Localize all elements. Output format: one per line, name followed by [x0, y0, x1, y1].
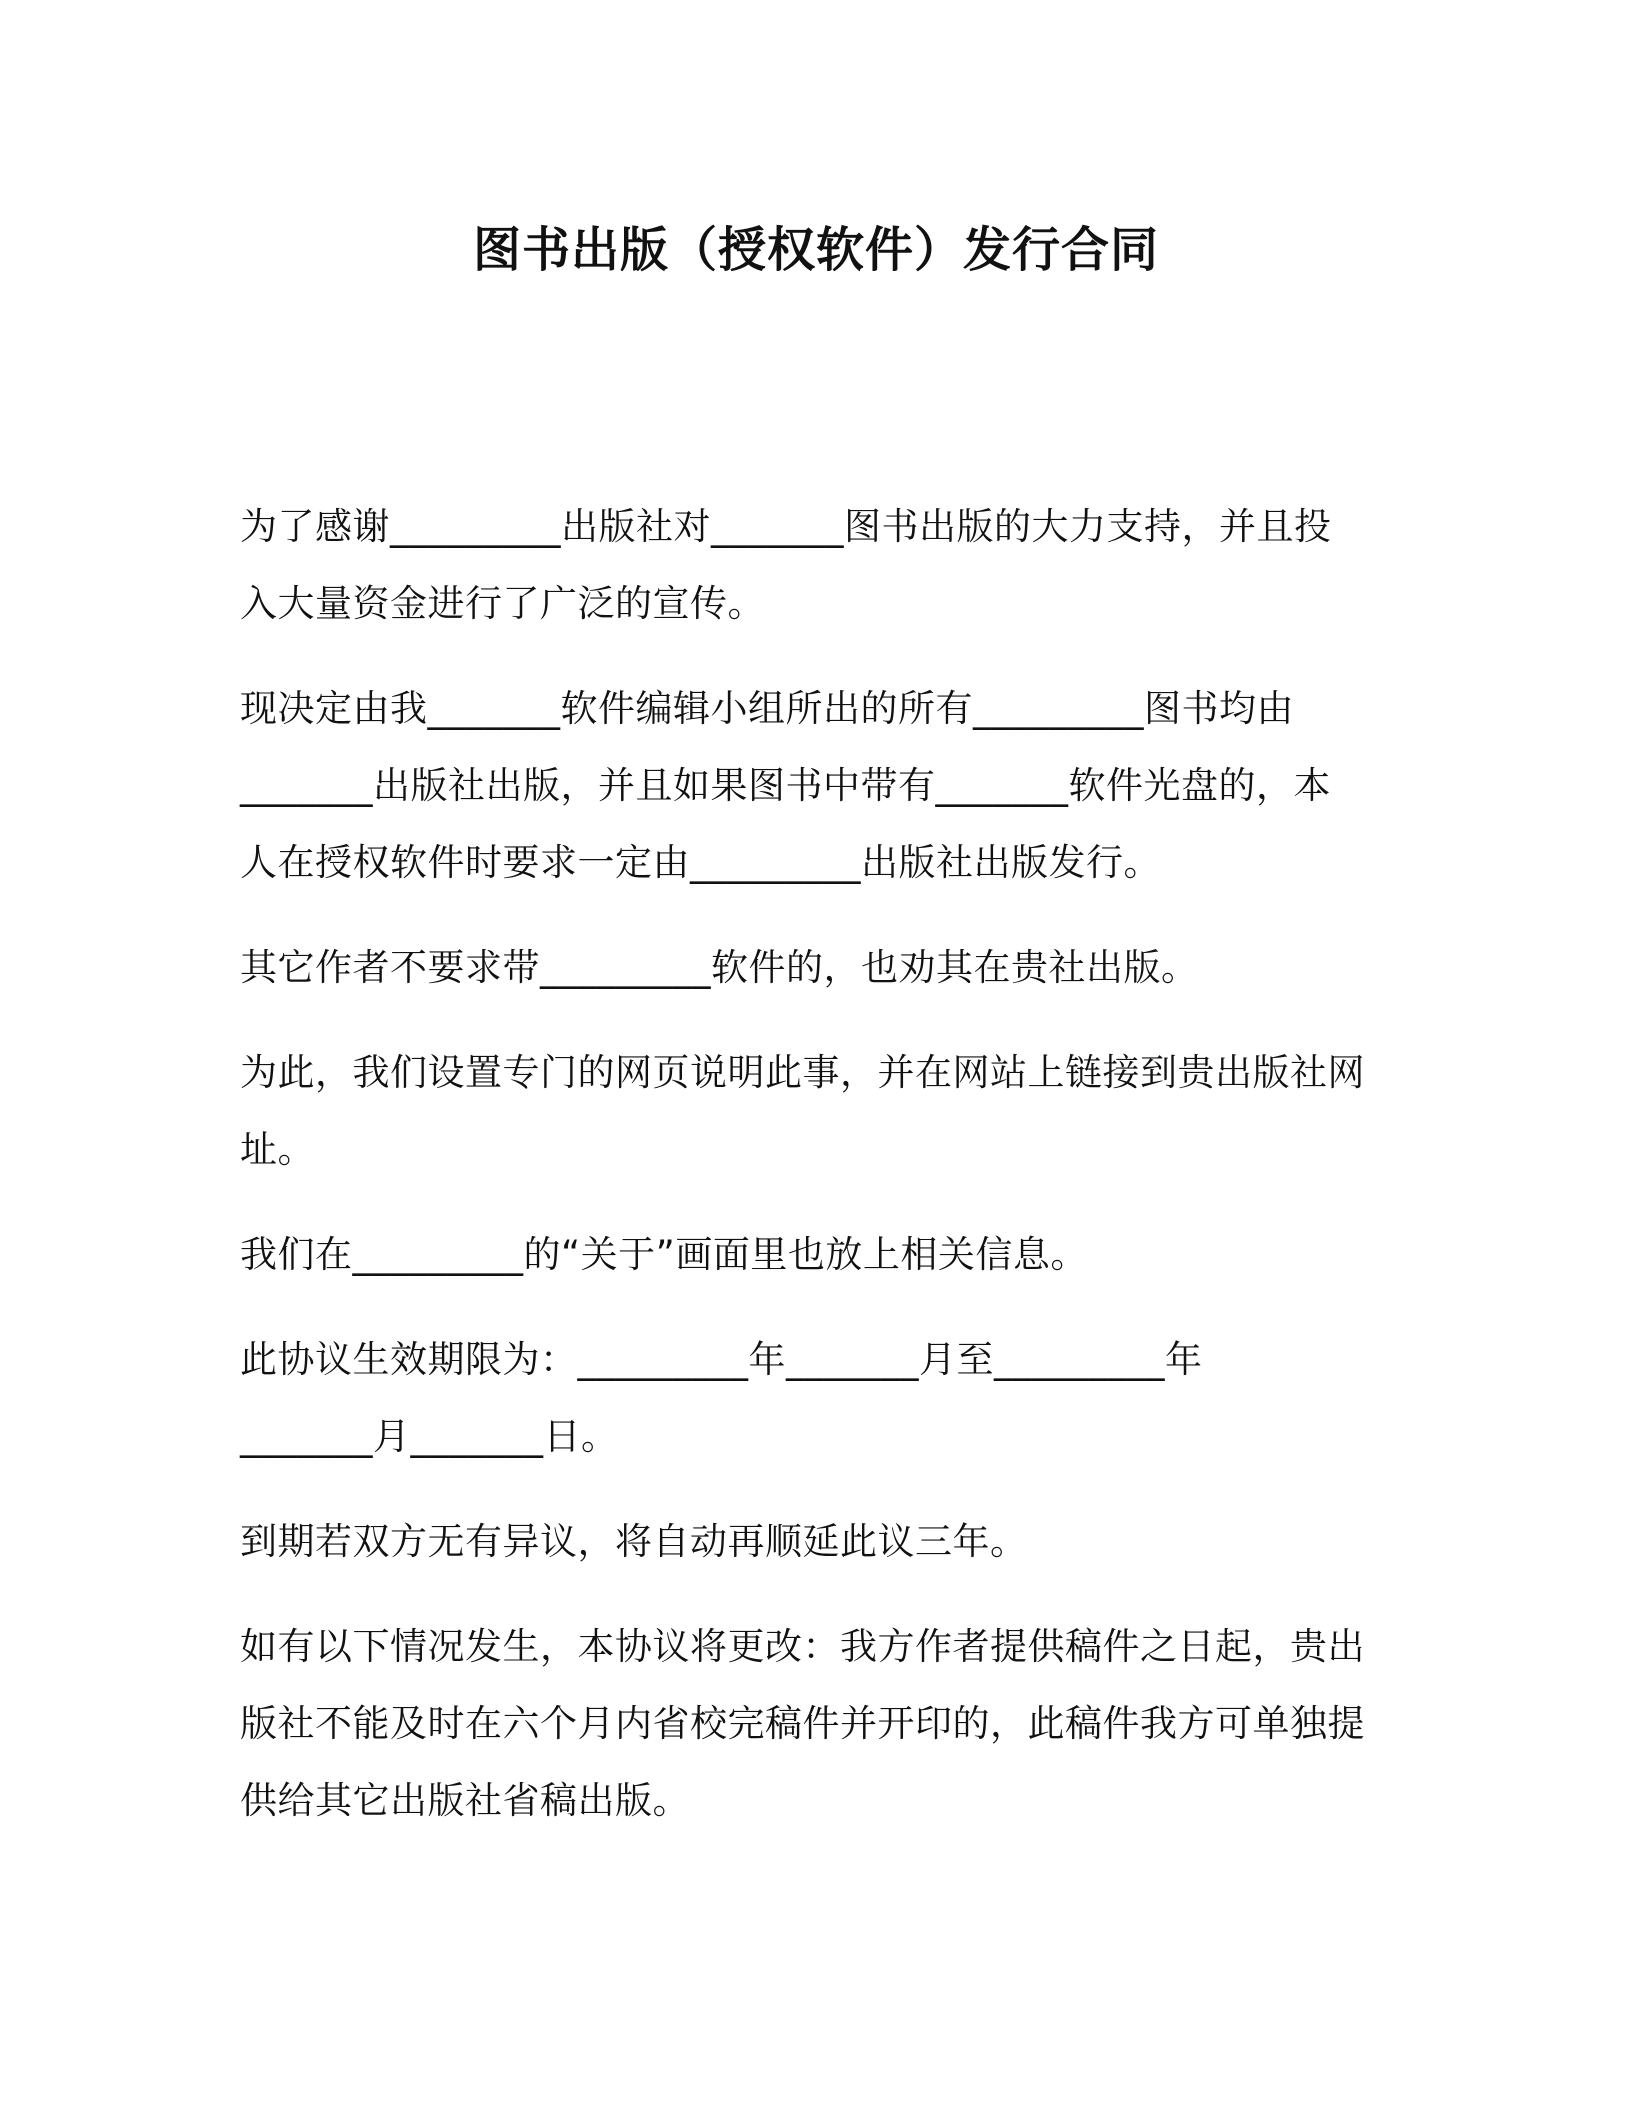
paragraph-line: 如有以下情况发生，本协议将更改：我方作者提供稿件之日起，贵出: [240, 1625, 1365, 1668]
paragraph-line: 其它作者不要求带_________软件的，也劝其在贵社出版。: [240, 946, 1199, 989]
paragraph-line: 入大量资金进行了广泛的宣传。: [240, 582, 765, 625]
paragraph-about-screen: [240, 1216, 1360, 1293]
paragraph-line: 为了感谢_________出版社对_______图书出版的大力支持，并且投: [240, 505, 1332, 548]
paragraph-line: 此协议生效期限为：_________年_______月至_________年: [240, 1338, 1203, 1381]
paragraph-line: 现决定由我_______软件编辑小组所出的所有_________图书均由: [240, 687, 1294, 730]
paragraph-amendment: [240, 1608, 1365, 1839]
paragraph-line: _______月_______日。: [240, 1415, 619, 1458]
paragraph-other-authors: [240, 929, 1360, 1006]
paragraph-line: 版社不能及时在六个月内省校完稿件并开印的，此稿件我方可单独提: [240, 1702, 1365, 1745]
paragraph-webpage: [240, 1034, 1365, 1188]
document-body: [240, 488, 1365, 1867]
paragraph-line: 到期若双方无有异议，将自动再顺延此议三年。: [240, 1520, 1028, 1563]
paragraph-validity-period: [240, 1321, 1360, 1475]
document-title: 图书出版（授权软件）发行合同: [472, 222, 1159, 278]
paragraph-line: _______出版社出版，并且如果图书中带有_______软件光盘的，本: [240, 764, 1331, 807]
paragraph-acknowledgement: [240, 488, 1360, 642]
paragraph-decision: [240, 670, 1360, 901]
paragraph-line: 址。: [240, 1128, 315, 1171]
paragraph-renewal: [240, 1503, 1360, 1580]
paragraph-line: 供给其它出版社省稿出版。: [240, 1779, 690, 1822]
paragraph-line: 我们在_________的“关于”画面里也放上相关信息。: [240, 1233, 1088, 1276]
paragraph-line: 人在授权软件时要求一定由_________出版社出版发行。: [240, 841, 1161, 884]
paragraph-line: 为此，我们设置专门的网页说明此事，并在网站上链接到贵出版社网: [240, 1051, 1365, 1094]
